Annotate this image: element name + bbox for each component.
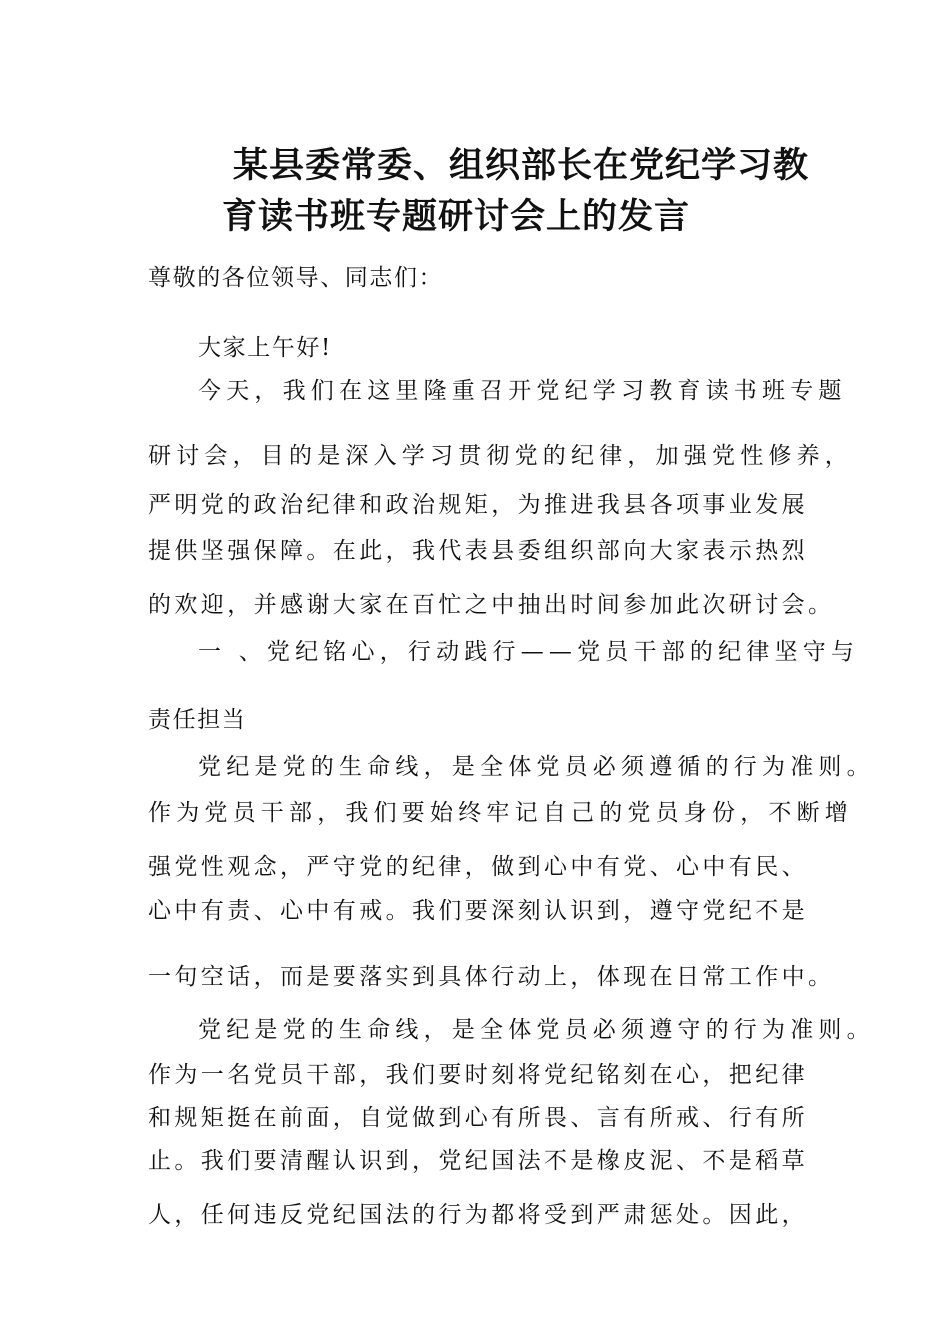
body-line: 人，任何违反党纪国法的行为都将受到严肃惩处。因此， <box>148 1202 808 1228</box>
body-line: 的欢迎，并感谢大家在百忙之中抽出时间参加此次研讨会。 <box>148 592 835 618</box>
body-line: 党纪是党的生命线，是全体党员必须遵循的行为准则。 <box>198 754 875 780</box>
body-line: 严明党的政治纪律和政治规矩，为推进我县各项事业发展 <box>148 492 808 518</box>
body-line: 心中有责、心中有戒。我们要深刻认识到，遵守党纪不是 <box>148 898 808 924</box>
body-line: 一句空话，而是要落实到具体行动上，体现在日常工作中。 <box>148 964 835 990</box>
body-line: 和规矩挺在前面，自觉做到心有所畏、言有所戒、行有所 <box>148 1105 808 1131</box>
body-line: 今天，我们在这里隆重召开党纪学习教育读书班专题 <box>198 378 847 404</box>
document-title-line-2: 育读书班专题研讨会上的发言 <box>222 197 691 237</box>
body-line: 作为党员干部，我们要始终牢记自己的党员身份，不断增 <box>148 800 853 826</box>
body-line: 研讨会，目的是深入学习贯彻党的纪律，加强党性修养， <box>148 443 853 469</box>
salutation: 尊敬的各位领导、同志们： <box>148 265 444 291</box>
section-heading-line-2: 责任担当 <box>148 707 247 733</box>
greeting: 大家上午好! <box>198 335 332 361</box>
body-line: 强党性观念，严守党的纪律，做到心中有党、心中有民、 <box>148 854 808 880</box>
document-title-line-1: 某县委常委、组织部长在党纪学习教 <box>233 146 810 186</box>
body-line: 止。我们要清醒认识到，党纪国法不是橡皮泥、不是稻草 <box>148 1148 808 1174</box>
body-line: 作为一名党员干部，我们要时刻将党纪铭刻在心，把纪律 <box>148 1062 808 1088</box>
body-line: 党纪是党的生命线，是全体党员必须遵守的行为准则。 <box>198 1017 875 1043</box>
section-heading-line-1: 一 、党纪铭心，行动践行——党员干部的纪律坚守与 <box>198 639 860 665</box>
body-line: 提供坚强保障。在此，我代表县委组织部向大家表示热烈 <box>148 538 808 564</box>
